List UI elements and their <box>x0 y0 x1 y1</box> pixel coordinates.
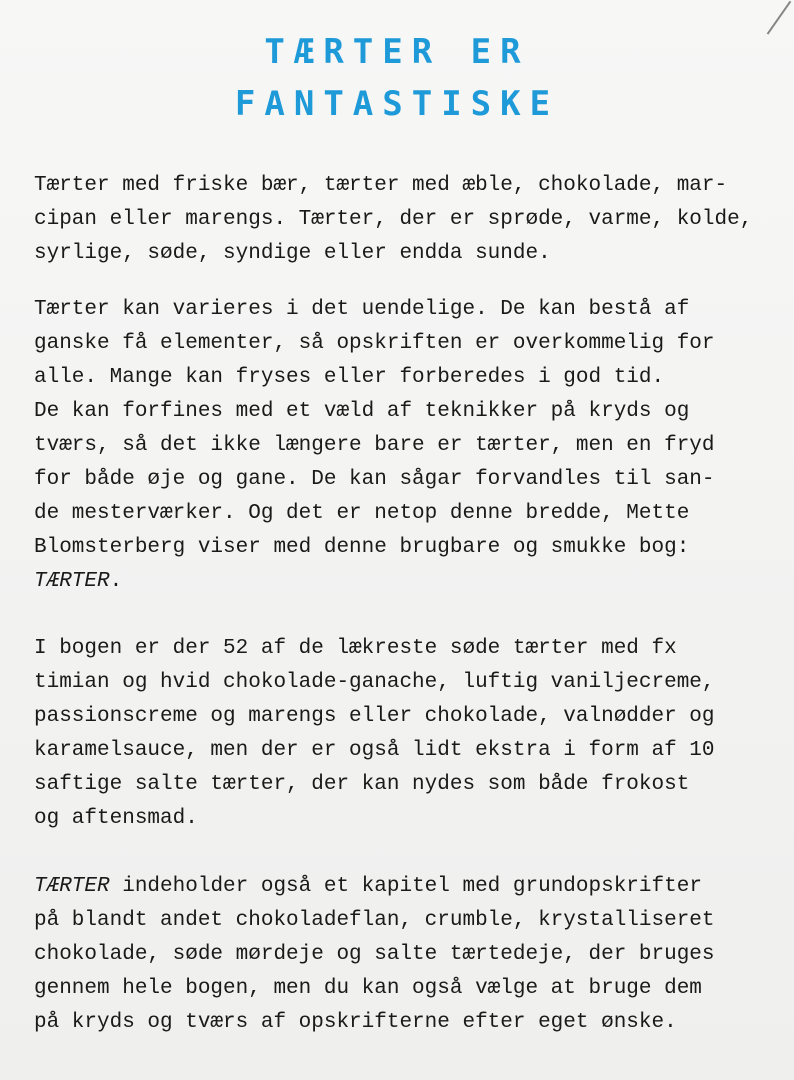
paragraph-basics <box>34 870 772 1040</box>
text-line: Tærter kan varieres i det uendelige. De kan bestå af <box>34 298 690 321</box>
text-line: syrlige, søde, syndige eller endda sunde. <box>34 242 551 265</box>
text-fragment: . <box>109 570 123 593</box>
paragraph-intro <box>34 169 772 271</box>
title-line-2: FANTASTISKE <box>234 84 560 124</box>
text-line: for både øje og gane. De kan sågar forvandles til san- <box>34 468 715 491</box>
text-line: på blandt andet chokoladeflan, crumble, krystalliseret <box>34 909 715 932</box>
text-line: på kryds og tværs af opskrifterne efter eget ønske. <box>34 1011 677 1034</box>
text-line: karamelsauce, men der er også lidt ekstra i form af 10 <box>34 739 715 762</box>
book-title-emphasis: TÆRTER <box>34 875 110 898</box>
text-line: Blomsterberg viser med denne brugbare og smukke bog: <box>34 536 690 559</box>
text-line: ganske få elementer, så opskriften er overkommelig for <box>34 332 715 355</box>
text-line <box>34 870 772 904</box>
text-fragment: indeholder også et kapitel med grundopskrifter <box>109 875 702 898</box>
text-line: de mesterværker. Og det er netop denne bredde, Mette <box>34 502 690 525</box>
text-line: og aftensmad. <box>34 807 198 830</box>
text-line: gennem hele bogen, men du kan også vælge at bruge dem <box>34 977 702 1000</box>
text-line: I bogen er der 52 af de lækreste søde tærter med fx <box>34 637 677 660</box>
paragraph-variations <box>34 293 772 599</box>
text-line <box>34 565 772 599</box>
text-line: Tærter med friske bær, tærter med æble, chokolade, mar- <box>34 174 728 197</box>
title-line-1: TÆRTER ER <box>264 32 530 72</box>
paragraph-recipes <box>34 632 772 836</box>
page-title <box>0 26 794 130</box>
text-line: cipan eller marengs. Tærter, der er sprøde, varme, kolde, <box>34 208 753 231</box>
book-title-emphasis: TÆRTER <box>34 570 110 593</box>
text-line: alle. Mange kan fryses eller forberedes i god tid. <box>34 366 665 389</box>
text-line: chokolade, søde mørdeje og salte tærtedeje, der bruges <box>34 943 715 966</box>
text-line: timian og hvid chokolade-ganache, luftig vaniljecreme, <box>34 671 715 694</box>
text-line: saftige salte tærter, der kan nydes som både frokost <box>34 773 690 796</box>
text-line: tværs, så det ikke længere bare er tærter, men en fryd <box>34 434 715 457</box>
text-line: passionscreme og marengs eller chokolade, valnødder og <box>34 705 715 728</box>
text-line: De kan forfines med et væld af teknikker på kryds og <box>34 400 690 423</box>
